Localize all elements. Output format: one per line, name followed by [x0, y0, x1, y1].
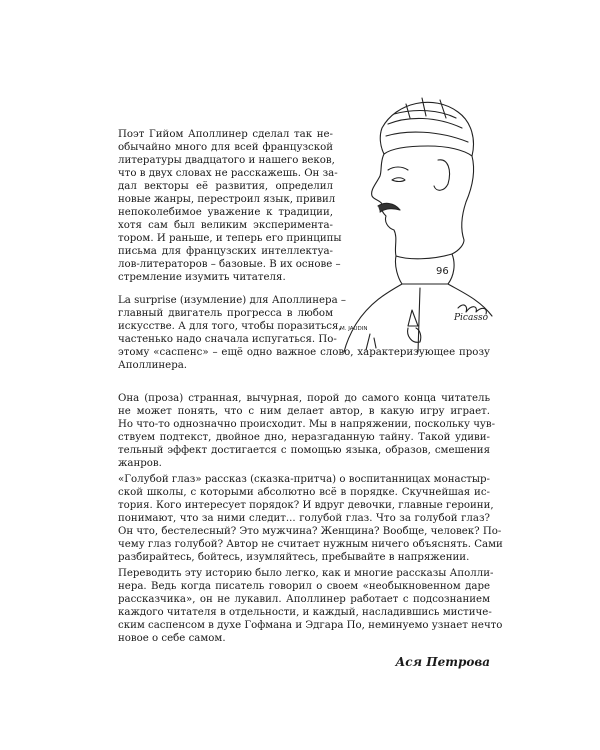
text-line: тельный эффект достигается с помощью языка, образов, смешения	[118, 445, 490, 456]
text-line: этому «саспенс» – ещё одно важное слово, характеризующее прозу	[118, 347, 490, 358]
text-line: лов-литераторов – базовые. В их основе –	[118, 259, 341, 270]
text-line: ствуем подтекст, двойное дно, неразгаданную тайну. Такой удиви-	[118, 432, 490, 443]
text-line: «Голубой глаз» рассказ (сказка-притча) о воспитанницах монастыр-	[118, 474, 490, 485]
text-line: не может понять, что с ним делает автор, в какую игру играет.	[118, 406, 490, 417]
text-line: Поэт Гийом Аполлинер сделал так не-	[118, 129, 333, 140]
text-line: рассказчика», он не лукавил. Аполлинер работает с подсознанием	[118, 594, 490, 605]
text-line: ской школы, с которыми абсолютно всё в порядке. Скучнейшая ис-	[118, 487, 490, 498]
text-line: Но что-то однозначно происходит. Мы в напряжении, поскольку чув-	[118, 419, 496, 430]
text-line: что в двух словах не расскажешь. Он за-	[118, 168, 338, 179]
artist-signature: Picasso	[454, 313, 488, 323]
text-line: непоколебимое уважение к традиции,	[118, 207, 333, 218]
text-line: новые жанры, перестроил язык, привил	[118, 194, 336, 205]
text-line: хотя сам был великим эксперимента-	[118, 220, 333, 231]
text-line: каждого читателя в отдельности, и каждый, насладившись мистиче-	[118, 607, 492, 618]
text-line: Переводить эту историю было легко, как и многие рассказы Аполли-	[118, 568, 494, 579]
text-line: дал векторы её развития, определил	[118, 181, 333, 192]
text-line: La surprise (изумление) для Аполлинера –	[118, 295, 346, 306]
text-line: обычайно много для всей французской	[118, 142, 333, 153]
portrait-drawing	[336, 88, 496, 353]
text-line: частенько надо сначала испугаться. По-	[118, 334, 337, 345]
text-line: литературы двадцатого и нашего веков,	[118, 155, 335, 166]
text-line: искусстве. А для того, чтобы поразиться,	[118, 321, 342, 332]
text-line: письма для французских интеллектуа-	[118, 246, 333, 257]
text-line: стремление изумить читателя.	[118, 272, 286, 283]
text-line: Аполлинера.	[118, 360, 188, 371]
text-line: тория. Кого интересует порядок? И вдруг девочки, главные героини,	[118, 500, 494, 511]
text-line: понимают, что за ними следит... голубой глаз. Что за голубой глаз?	[118, 513, 490, 524]
uniform-number: 96	[436, 266, 449, 277]
text-line: тором. И раньше, и теперь его принципы	[118, 233, 342, 244]
text-line: нера. Ведь когда писатель говорил о своем «необыкновенном даре	[118, 581, 490, 592]
text-line: новое о себе самом.	[118, 633, 226, 644]
author-signature: Ася Петрова	[395, 655, 490, 669]
text-line: чему глаз голубой? Автор не считает нужным ничего объяснять. Сами	[118, 539, 503, 550]
text-line: Она (проза) странная, вычурная, порой до самого конца читатель	[118, 393, 490, 404]
drawing-caption: M. JAUDIN	[340, 326, 368, 332]
text-line: Он что, бестелесный? Это мужчина? Женщина? Вообще, человек? По-	[118, 526, 502, 537]
text-line: жанров.	[118, 458, 162, 469]
text-line: главный двигатель прогресса в любом	[118, 308, 333, 319]
text-line: ским саспенсом в духе Гофмана и Эдгара По, неминуемо узнает нечто	[118, 620, 503, 631]
text-line: разбирайтесь, бойтесь, изумляйтесь, пребывайте в напряжении.	[118, 552, 470, 563]
